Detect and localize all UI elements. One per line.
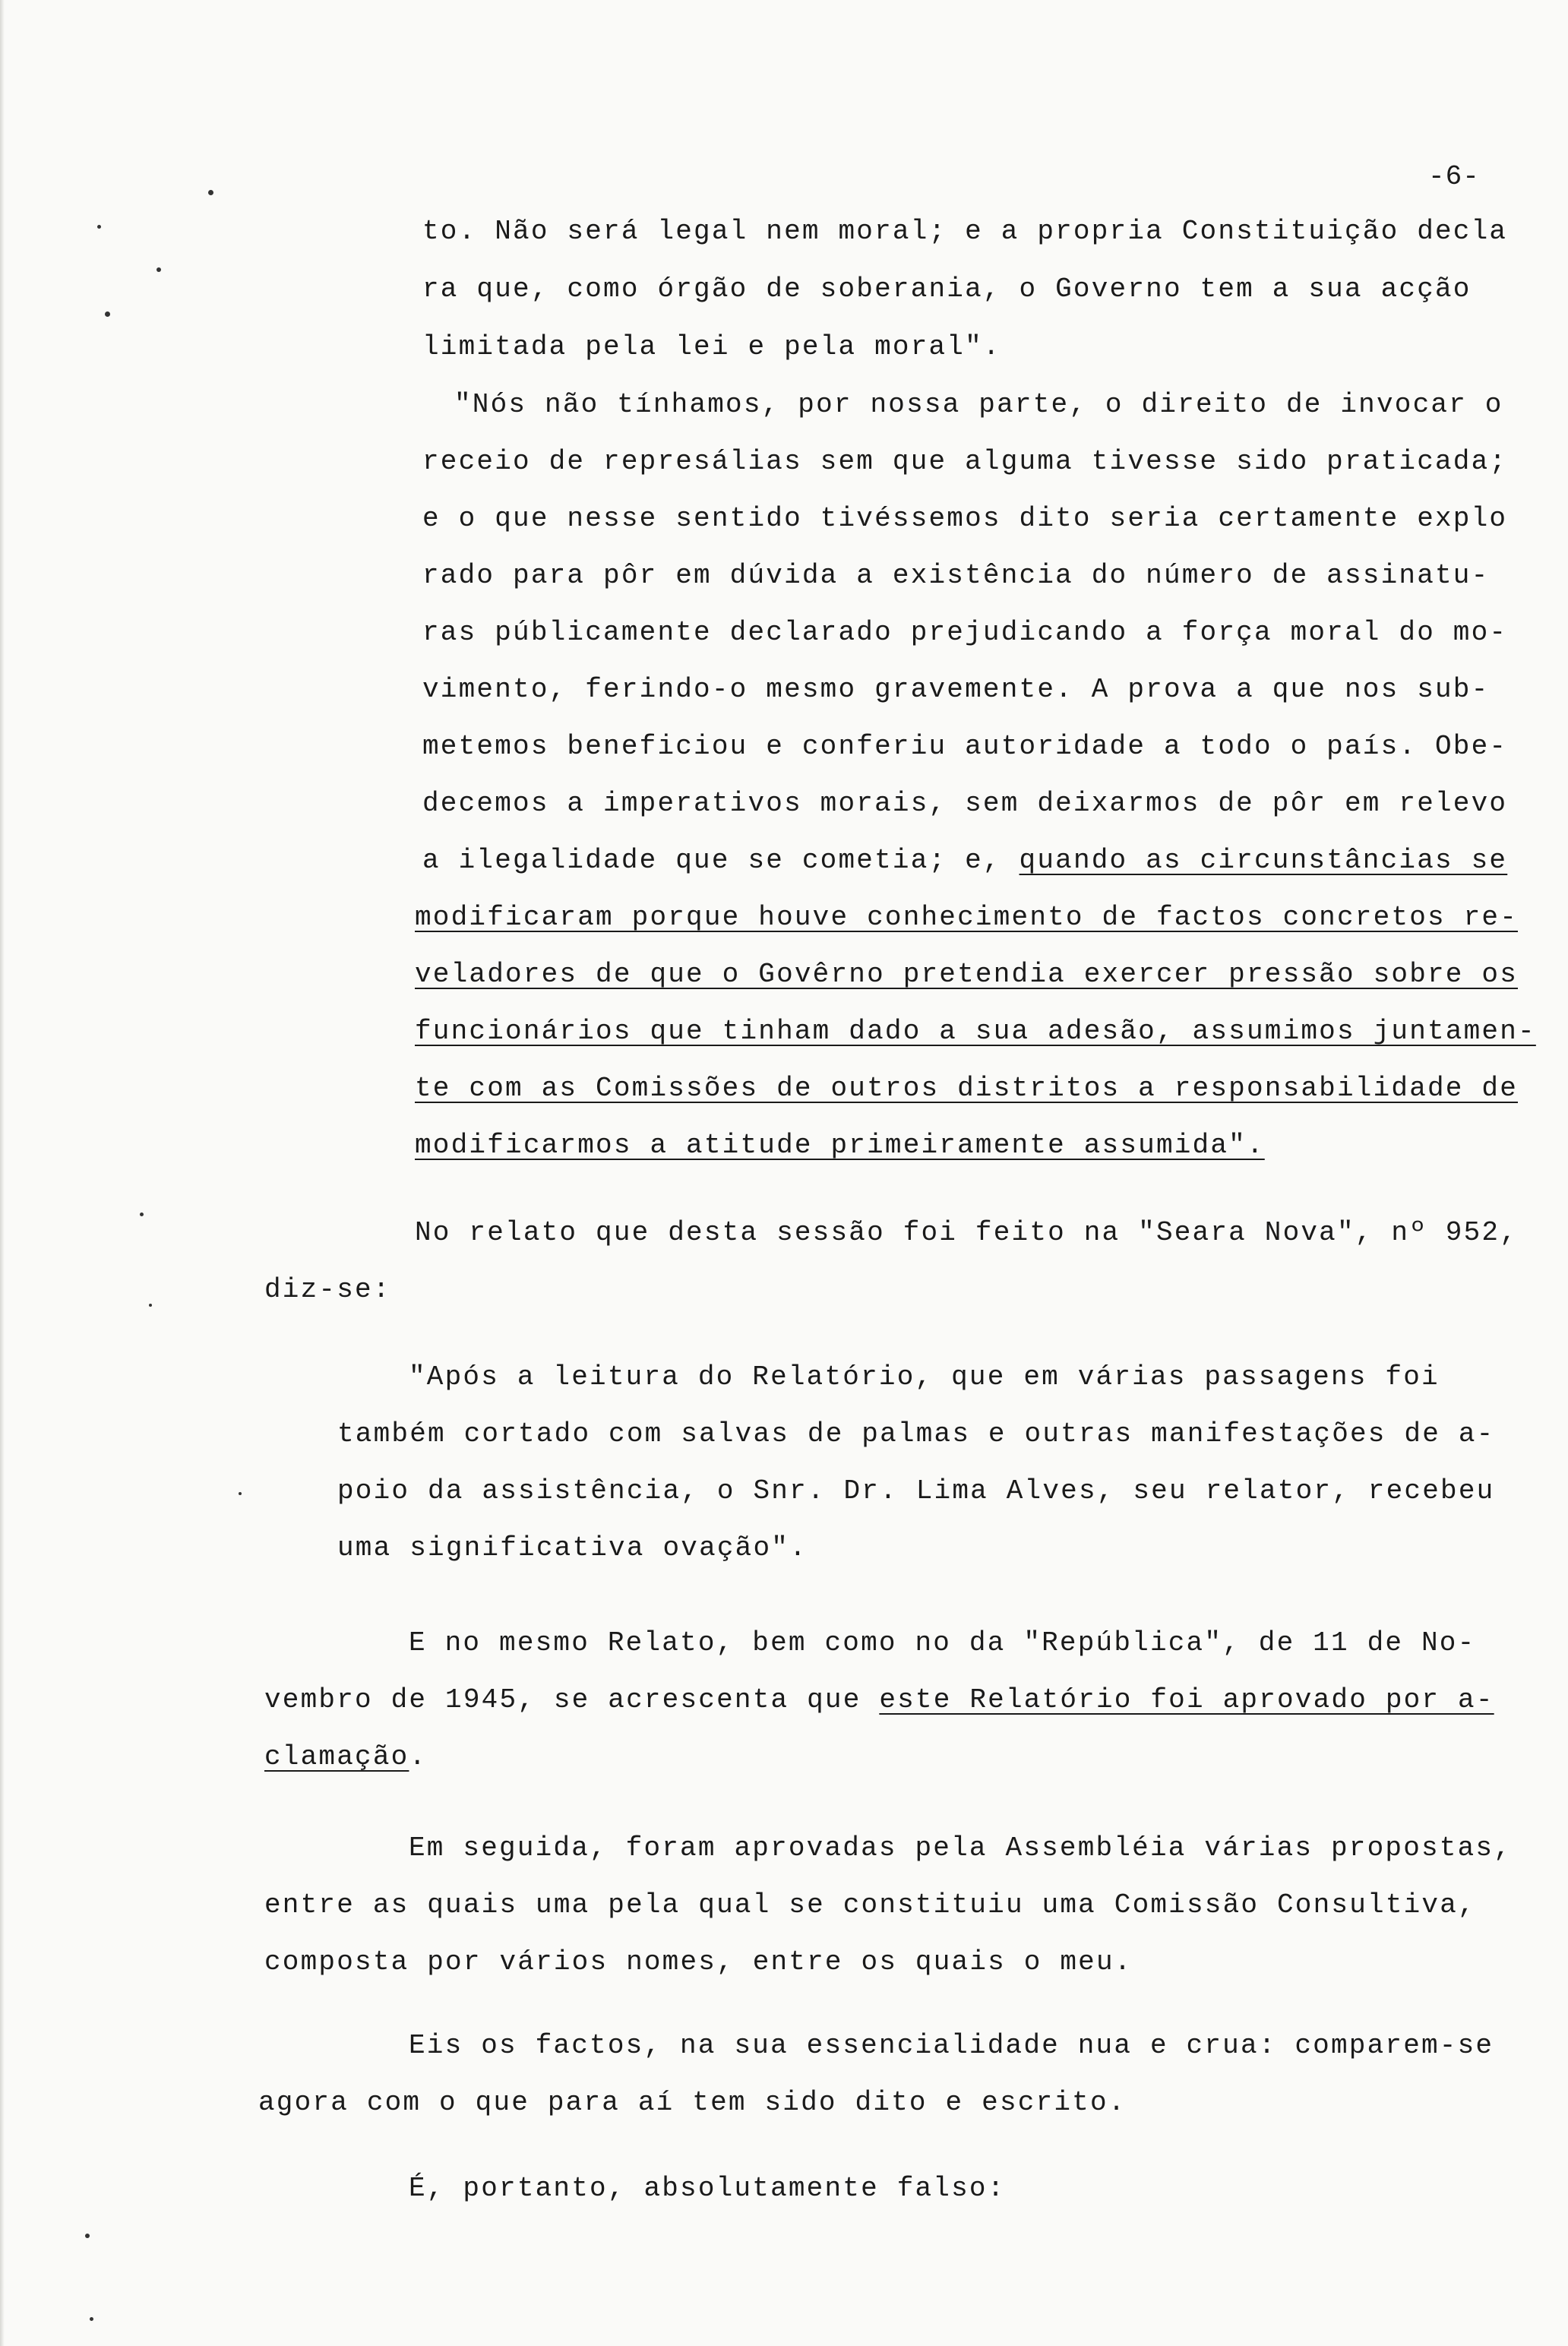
scan-speck: [208, 190, 213, 195]
scan-speck: [149, 1304, 152, 1307]
text-line: diz-se:: [264, 1274, 391, 1305]
text-line-mixed: [264, 1740, 427, 1775]
quote-line: também cortado com salvas de palmas e outras manifestações de a-: [337, 1418, 1495, 1450]
quote-line: "Após a leitura do Relatório, que em várias passagens foi: [409, 1361, 1440, 1393]
text-line: composta por vários nomes, entre os quais o meu.: [264, 1946, 1133, 1978]
scan-speck: [90, 2317, 93, 2321]
underlined-text: quando as circunstâncias se: [1019, 845, 1508, 876]
page-number: -6-: [1428, 161, 1480, 192]
scan-edge-shadow: [0, 0, 5, 2346]
quote-line: ras públicamente declarado prejudicando a força moral do mo-: [422, 617, 1508, 648]
scan-speck: [239, 1492, 242, 1495]
scan-speck: [97, 225, 101, 229]
quote-line: "Nós não tínhamos, por nossa parte, o direito de invocar o: [454, 389, 1503, 420]
text-line: limitada pela lei e pela moral".: [422, 331, 1001, 362]
quote-line: receio de represálias sem que alguma tivesse sido praticada;: [422, 446, 1508, 477]
text-line: Eis os factos, na sua essencialidade nua e crua: comparem-se: [409, 2030, 1494, 2061]
text-line: ra que, como órgão de soberania, o Governo tem a sua acção: [422, 273, 1472, 305]
underlined-line: modificarmos a atitude primeiramente assumida".: [415, 1130, 1265, 1161]
quote-line: uma significativa ovação".: [337, 1532, 808, 1563]
underlined-line: modificaram porque houve conhecimento de factos concretos re-: [415, 902, 1519, 933]
quote-line: vimento, ferindo-o mesmo gravemente. A prova a que nos sub-: [422, 674, 1490, 705]
underlined-line: te com as Comissões de outros distritos a responsabilidade de: [415, 1073, 1519, 1104]
quote-line: metemos beneficiou e conferiu autoridade a todo o país. Obe-: [422, 731, 1508, 762]
text-line: No relato que desta sessão foi feito na "Seara Nova", nº 952,: [415, 1217, 1519, 1248]
scan-speck: [156, 267, 161, 272]
underlined-line: veladores de que o Govêrno pretendia exercer pressão sobre os: [415, 959, 1519, 990]
text-line: entre as quais uma pela qual se constituiu uma Comissão Consultiva,: [264, 1889, 1476, 1921]
quote-line: e o que nesse sentido tivéssemos dito seria certamente explo: [422, 503, 1508, 534]
underlined-text: clamação: [264, 1741, 409, 1772]
underlined-text: este Relatório foi aprovado por a-: [879, 1684, 1494, 1715]
text-line: É, portanto, absolutamente falso:: [409, 2173, 1006, 2204]
text-line-mixed: [264, 1683, 1494, 1718]
scan-speck: [85, 2234, 90, 2238]
quote-line: decemos a imperativos morais, sem deixarmos de pôr em relevo: [422, 788, 1508, 819]
plain-text: a ilegalidade que se cometia; e,: [422, 845, 1020, 876]
text-line: agora com o que para aí tem sido dito e escrito.: [258, 2087, 1127, 2118]
scan-speck: [105, 311, 110, 317]
text-line: Em seguida, foram aprovadas pela Assembléia várias propostas,: [409, 1832, 1513, 1864]
quote-line: rado para pôr em dúvida a existência do número de assinatu-: [422, 560, 1490, 591]
plain-text: .: [409, 1741, 428, 1772]
quote-line-mixed: [422, 843, 1507, 878]
scan-speck: [140, 1213, 144, 1216]
quote-line: poio da assistência, o Snr. Dr. Lima Alves, seu relator, recebeu: [337, 1475, 1495, 1507]
underlined-line: funcionários que tinham dado a sua adesão, assumimos juntamen-: [415, 1016, 1536, 1047]
text-line: to. Não será legal nem moral; e a propria Constituição decla: [422, 216, 1508, 247]
plain-text: vembro de 1945, se acrescenta que: [264, 1684, 880, 1715]
text-line: E no mesmo Relato, bem como no da "República", de 11 de No-: [409, 1627, 1476, 1658]
